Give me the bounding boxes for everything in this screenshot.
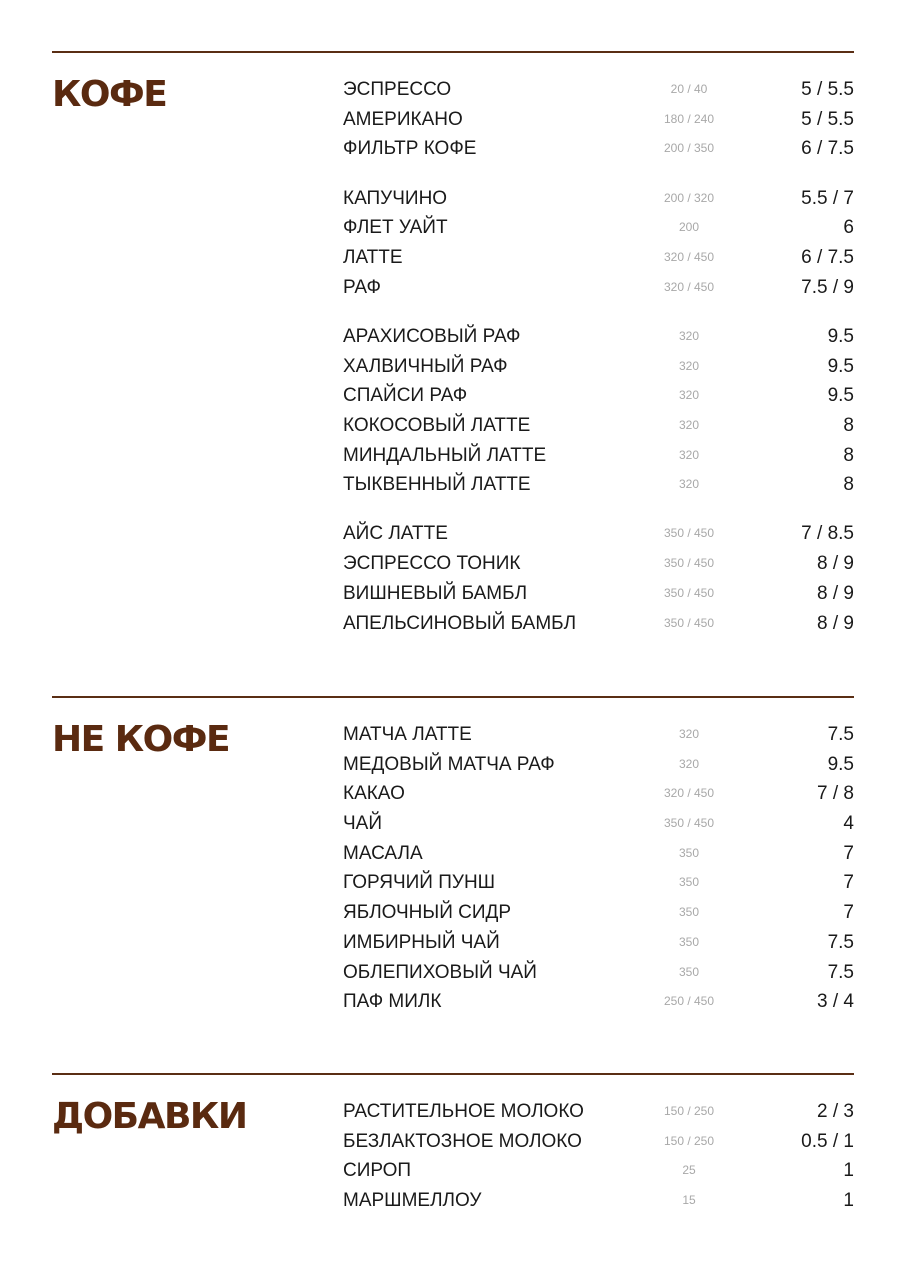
menu-item [343, 868, 854, 898]
item-name: МАРШМЕЛЛОУ [343, 1190, 482, 1212]
item-volume: 250 / 450 [663, 994, 715, 1009]
item-volume: 200 / 350 [663, 141, 715, 156]
item-name: ФИЛЬТР КОФЕ [343, 138, 477, 160]
item-price: 8 [843, 474, 854, 496]
menu-item [343, 609, 854, 639]
item-volume: 350 / 450 [663, 556, 715, 571]
item-volume: 350 / 450 [663, 585, 715, 600]
item-price: 8 / 9 [817, 553, 854, 575]
menu-group [343, 720, 854, 1017]
section-title: ДОБАВКИ [52, 1096, 247, 1137]
item-price: 7.5 [827, 931, 854, 953]
menu-group [343, 1097, 854, 1216]
menu-item [343, 381, 854, 411]
item-price: 4 [843, 813, 854, 835]
item-name: РАФ [343, 276, 381, 298]
menu-items [343, 720, 854, 1036]
item-volume: 320 / 450 [663, 786, 715, 801]
menu-item [343, 470, 854, 500]
item-volume: 320 / 450 [663, 279, 715, 294]
item-name: ЭСПРЕССО [343, 79, 452, 100]
menu-items [343, 75, 854, 658]
item-volume: 350 [678, 934, 700, 949]
menu-items [343, 1097, 854, 1235]
menu-item [343, 839, 854, 869]
menu-item [343, 184, 854, 214]
item-volume: 320 [678, 417, 700, 432]
item-name: ЧАЙ [343, 813, 382, 835]
menu-item [343, 105, 854, 135]
menu-item [343, 273, 854, 303]
item-name: КОКОСОВЫЙ ЛАТТЕ [343, 414, 531, 436]
item-name: ХАЛВИЧНЫЙ РАФ [343, 355, 508, 377]
item-price: 5.5 / 7 [801, 187, 854, 209]
menu-item [343, 243, 854, 273]
item-price: 7 / 8 [817, 783, 854, 805]
menu-item [343, 928, 854, 958]
item-volume: 320 [678, 358, 700, 373]
item-price: 5 / 5.5 [801, 79, 854, 100]
menu-item [343, 134, 854, 164]
item-name: СПАЙСИ РАФ [343, 385, 468, 407]
item-name: ВИШНЕВЫЙ БАМБЛ [343, 582, 528, 604]
item-name: ТЫКВЕННЫЙ ЛАТТЕ [343, 474, 531, 496]
item-volume: 320 [678, 756, 700, 771]
item-name: МИНДАЛЬНЫЙ ЛАТТЕ [343, 444, 547, 466]
item-volume: 15 [682, 1193, 696, 1208]
menu-item [343, 579, 854, 609]
menu-group [343, 184, 854, 303]
item-name: ОБЛЕПИХОВЫЙ ЧАЙ [343, 961, 537, 983]
item-price: 8 [843, 444, 854, 466]
item-price: 7 [843, 872, 854, 894]
section-title: НЕ КОФЕ [52, 719, 230, 760]
menu-item [343, 1097, 854, 1127]
menu-item [343, 322, 854, 352]
item-name: МАТЧА ЛАТТЕ [343, 724, 472, 745]
item-name: БЕЗЛАКТОЗНОЕ МОЛОКО [343, 1130, 582, 1152]
menu-item [343, 1127, 854, 1157]
item-volume: 180 / 240 [663, 111, 715, 126]
menu-item [343, 779, 854, 809]
item-price: 1 [843, 1190, 854, 1212]
item-volume: 350 / 450 [663, 816, 715, 831]
item-price: 9.5 [827, 355, 854, 377]
item-name: ЯБЛОЧНЫЙ СИДР [343, 902, 512, 924]
item-volume: 25 [682, 1163, 696, 1178]
item-price: 6 / 7.5 [801, 246, 854, 268]
item-price: 8 / 9 [817, 582, 854, 604]
item-name: МЕДОВЫЙ МАТЧА РАФ [343, 753, 555, 775]
menu-item [343, 720, 854, 750]
menu-item [343, 958, 854, 988]
item-price: 9.5 [827, 325, 854, 347]
item-volume: 150 / 250 [663, 1133, 715, 1148]
item-price: 7 [843, 842, 854, 864]
menu-item [343, 809, 854, 839]
section-title: КОФЕ [52, 74, 167, 115]
item-name: КАКАО [343, 783, 405, 805]
item-price: 7.5 [827, 961, 854, 983]
menu-item [343, 352, 854, 382]
item-volume: 320 [678, 328, 700, 343]
menu-item [343, 411, 854, 441]
item-volume: 350 [678, 905, 700, 920]
item-price: 8 [843, 414, 854, 436]
menu-group [343, 75, 854, 164]
section-divider [52, 696, 854, 698]
menu-item [343, 75, 854, 105]
menu-item [343, 519, 854, 549]
item-price: 7.5 / 9 [801, 276, 854, 298]
item-price: 7 [843, 902, 854, 924]
item-name: РАСТИТЕЛЬНОЕ МОЛОКО [343, 1101, 584, 1122]
item-volume: 200 / 320 [663, 190, 715, 205]
item-name: АЙС ЛАТТЕ [343, 523, 448, 545]
menu-item [343, 1186, 854, 1216]
menu-item [343, 549, 854, 579]
item-price: 3 / 4 [817, 991, 854, 1013]
item-volume: 350 [678, 845, 700, 860]
item-price: 6 [843, 217, 854, 239]
menu-item [343, 750, 854, 780]
item-price: 7 / 8.5 [801, 523, 854, 545]
menu-item [343, 441, 854, 471]
item-name: АМЕРИКАНО [343, 108, 463, 130]
item-name: МАСАЛА [343, 842, 423, 864]
item-volume: 320 [678, 388, 700, 403]
item-price: 0.5 / 1 [801, 1130, 854, 1152]
menu-group [343, 519, 854, 638]
menu-item [343, 898, 854, 928]
item-price: 1 [843, 1160, 854, 1182]
item-price: 9.5 [827, 753, 854, 775]
item-price: 8 / 9 [817, 612, 854, 634]
item-name: ПАФ МИЛК [343, 991, 442, 1013]
item-name: АРАХИСОВЫЙ РАФ [343, 325, 521, 347]
item-price: 2 / 3 [817, 1101, 854, 1122]
item-volume: 350 [678, 964, 700, 979]
item-price: 5 / 5.5 [801, 108, 854, 130]
item-name: КАПУЧИНО [343, 187, 448, 209]
item-volume: 320 [678, 477, 700, 492]
item-volume: 150 / 250 [663, 1104, 715, 1118]
item-volume: 20 / 40 [670, 82, 708, 96]
menu-group [343, 322, 854, 500]
item-price: 6 / 7.5 [801, 138, 854, 160]
item-name: СИРОП [343, 1160, 412, 1182]
item-name: ЛАТТЕ [343, 246, 403, 268]
menu-item [343, 1156, 854, 1186]
item-price: 7.5 [827, 724, 854, 745]
item-name: ИМБИРНЫЙ ЧАЙ [343, 931, 500, 953]
menu-item [343, 213, 854, 243]
item-name: ГОРЯЧИЙ ПУНШ [343, 872, 496, 894]
item-volume: 350 / 450 [663, 526, 715, 541]
item-volume: 320 / 450 [663, 249, 715, 264]
item-price: 9.5 [827, 385, 854, 407]
item-volume: 320 [678, 447, 700, 462]
section-divider [52, 1073, 854, 1075]
section-divider [52, 51, 854, 53]
item-name: ФЛЕТ УАЙТ [343, 217, 448, 239]
item-volume: 320 [678, 727, 700, 741]
item-volume: 200 [678, 220, 700, 235]
item-volume: 350 / 450 [663, 615, 715, 630]
item-name: АПЕЛЬСИНОВЫЙ БАМБЛ [343, 612, 577, 634]
item-volume: 350 [678, 875, 700, 890]
menu-item [343, 987, 854, 1017]
item-name: ЭСПРЕССО ТОНИК [343, 553, 521, 575]
